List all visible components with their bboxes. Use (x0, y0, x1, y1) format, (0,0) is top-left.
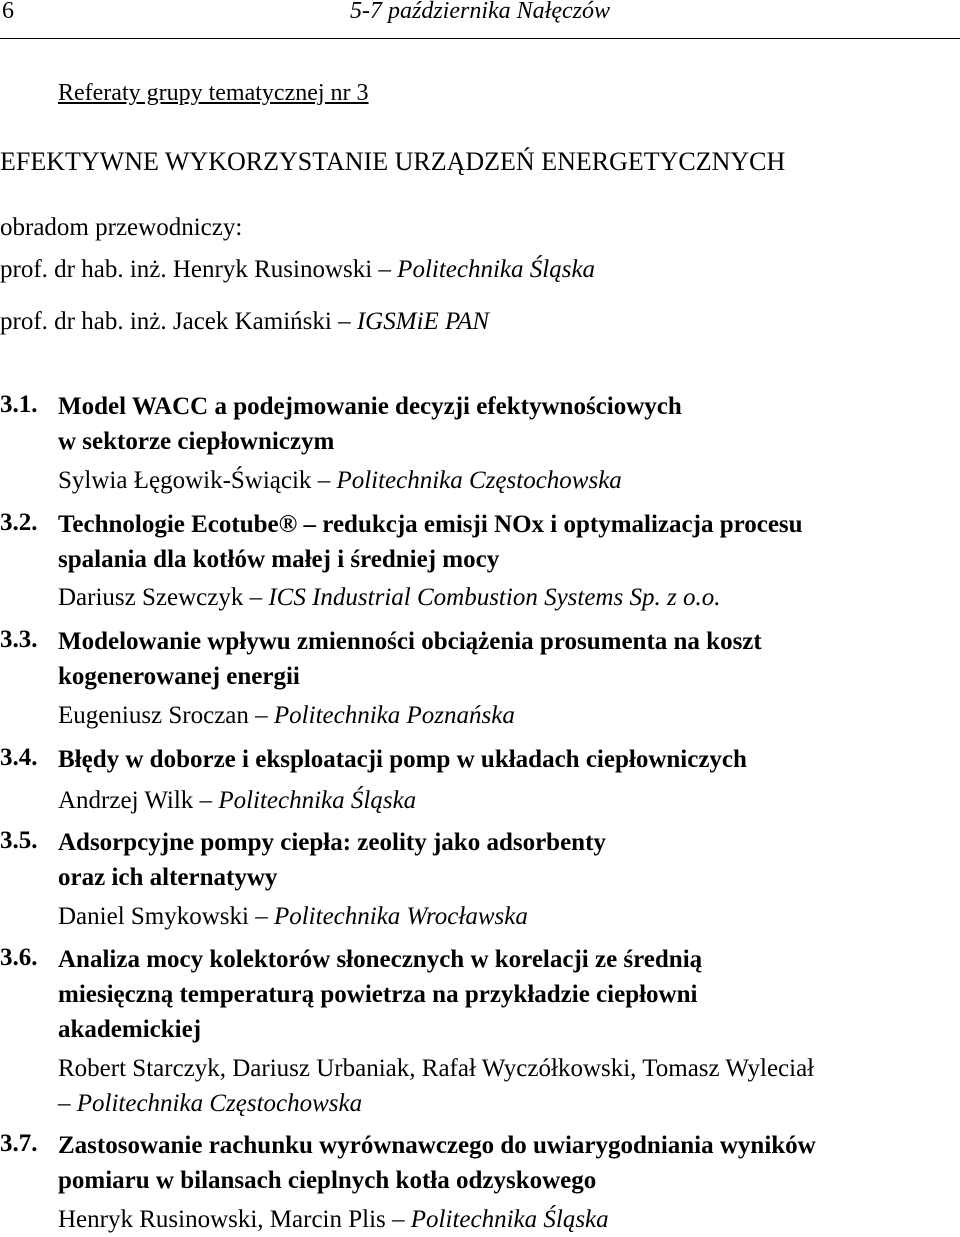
paper-authors: Robert Starczyk, Dariusz Urbaniak, Rafał Wyczółkowski, Tomasz Wyleciał – Politechnika Częstochowska (58, 1051, 814, 1121)
paper-title-line: miesięczną temperaturą powietrza na przykładzie ciepłowni (58, 981, 698, 1008)
section-reference: Referaty grupy tematycznej nr 3 (58, 80, 369, 106)
author-affiliation: Politechnika Śląska (218, 787, 417, 814)
paper-title-line: Technologie Ecotube® – redukcja emisji NOx i optymalizacja procesu (58, 511, 803, 538)
author-affiliation: Politechnika Poznańska (273, 702, 515, 729)
author-affiliation: Politechnika Częstochowska (76, 1090, 363, 1117)
paper-title-line: Analiza mocy kolektorów słonecznych w korelacji ze średnią (58, 946, 703, 973)
paper-title-line: akademickiej (58, 1016, 202, 1043)
paper-authors: Eugeniusz Sroczan – Politechnika Poznańska (58, 702, 515, 729)
paper-authors: Dariusz Szewczyk – ICS Industrial Combustion Systems Sp. z o.o. (58, 584, 721, 611)
author-names: Sylwia Łęgowik-Świącik (58, 467, 312, 494)
running-title: 5-7 października Nałęczów (350, 0, 610, 24)
paper-number: 3.6. (0, 944, 38, 971)
paper-title (58, 389, 682, 459)
paper-title (58, 742, 747, 777)
paper-number: 3.4. (0, 744, 38, 771)
paper-number: 3.7. (0, 1130, 38, 1157)
chair-entry: prof. dr hab. inż. Jacek Kamiński – IGSMiE PAN (0, 308, 490, 335)
paper-number: 3.2. (0, 509, 38, 536)
paper-title-line: Adsorpcyjne pompy ciepła: zeolity jako adsorbenty (58, 829, 606, 856)
author-affiliation: Politechnika Częstochowska (336, 467, 622, 494)
chair-name: prof. dr hab. inż. Jacek Kamiński (0, 308, 332, 335)
author-names: Henryk Rusinowski, Marcin Plis (58, 1206, 386, 1233)
author-names: Eugeniusz Sroczan (58, 702, 249, 729)
author-names: Robert Starczyk, Dariusz Urbaniak, Rafał Wyczółkowski, Tomasz Wyleciał (58, 1055, 815, 1082)
paper-authors: Sylwia Łęgowik-Świącik – Politechnika Częstochowska (58, 467, 622, 494)
paper-authors: Daniel Smykowski – Politechnika Wrocławska (58, 903, 528, 930)
author-affiliation: ICS Industrial Combustion Systems Sp. z o.o. (268, 584, 721, 611)
paper-title-line: Modelowanie wpływu zmienności obciążenia prosumenta na koszt (58, 628, 762, 655)
paper-title (58, 1128, 816, 1198)
chair-affiliation: IGSMiE PAN (356, 308, 490, 335)
paper-authors: Henryk Rusinowski, Marcin Plis – Politechnika Śląska (58, 1206, 609, 1233)
paper-title-line: oraz ich alternatywy (58, 864, 278, 891)
paper-number: 3.1. (0, 391, 38, 418)
paper-title-line: pomiaru w bilansach cieplnych kotła odzyskowego (58, 1167, 597, 1194)
page-header (0, 0, 960, 39)
paper-title (58, 825, 606, 895)
paper-title (58, 624, 762, 694)
paper-title (58, 942, 702, 1047)
paper-title (58, 507, 803, 577)
author-affiliation: Politechnika Wrocławska (273, 903, 528, 930)
author-names: Andrzej Wilk (58, 787, 194, 814)
session-title: EFEKTYWNE WYKORZYSTANIE URZĄDZEŃ ENERGETYCZNYCH (0, 147, 786, 176)
chairs-label: obradom przewodniczy: (0, 214, 243, 241)
paper-title-line: spalania dla kotłów małej i średniej mocy (58, 546, 500, 573)
author-names: Dariusz Szewczyk (58, 584, 244, 611)
paper-title-line: Model WACC a podejmowanie decyzji efektywnościowych (58, 393, 682, 420)
paper-number: 3.3. (0, 626, 38, 653)
author-affiliation: Politechnika Śląska (410, 1206, 609, 1233)
chair-affiliation: Politechnika Śląska (397, 256, 596, 283)
paper-authors: Andrzej Wilk – Politechnika Śląska (58, 787, 417, 814)
paper-title-line: kogenerowanej energii (58, 663, 300, 690)
page-number: 6 (2, 0, 14, 24)
paper-title-line: w sektorze ciepłowniczym (58, 428, 335, 455)
paper-number: 3.5. (0, 827, 38, 854)
paper-title-line: Błędy w doborze i eksploatacji pomp w układach ciepłowniczych (58, 746, 747, 773)
author-names: Daniel Smykowski (58, 903, 249, 930)
chair-name: prof. dr hab. inż. Henryk Rusinowski (0, 256, 373, 283)
chair-entry: prof. dr hab. inż. Henryk Rusinowski – Politechnika Śląska (0, 256, 596, 283)
paper-title-line: Zastosowanie rachunku wyrównawczego do uwiarygodniania wyników (58, 1132, 816, 1159)
